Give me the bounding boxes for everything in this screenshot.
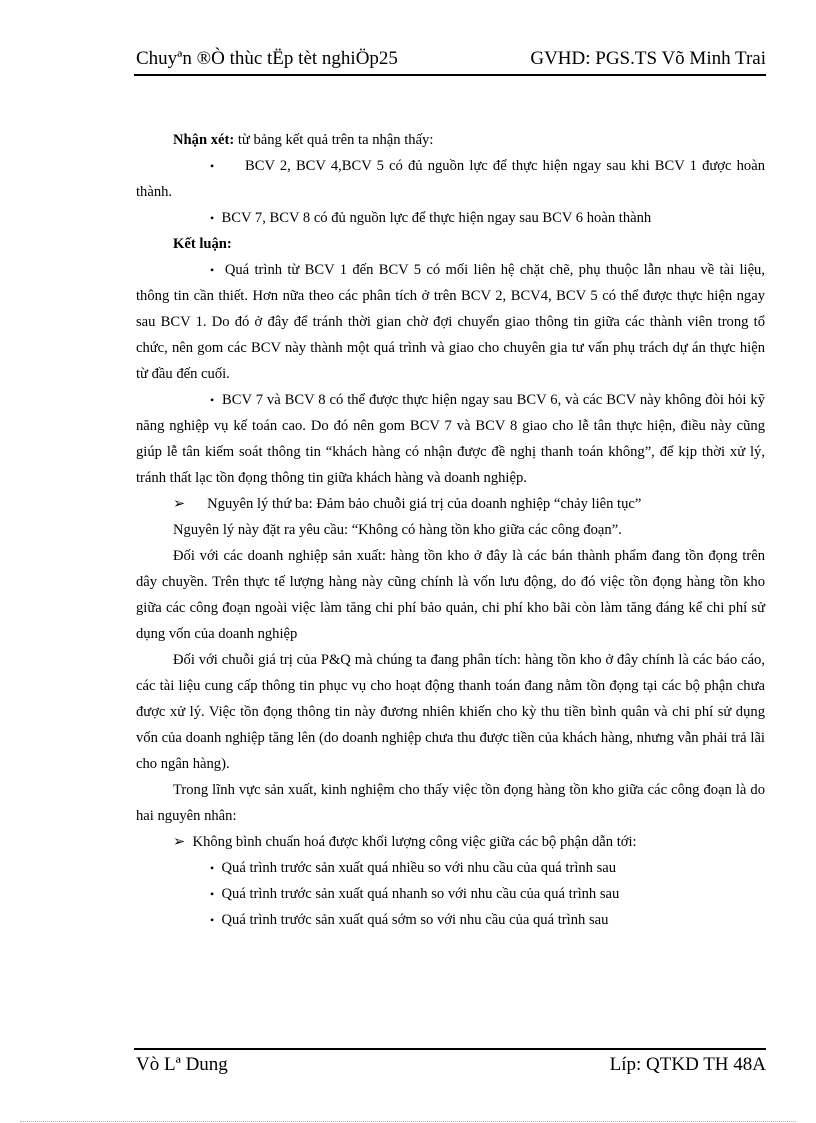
arrow-text: Nguyên lý thứ ba: Đảm bảo chuỗi giá trị của doanh nghiệp “chảy liên tục” [207,496,642,512]
remark-label: Nhận xét: [173,132,235,148]
bullet-item [136,855,765,881]
bullet-icon: • [210,913,215,927]
paragraph: Trong lĩnh vực sản xuất, kinh nghiệm cho thấy việc tồn đọng hàng tồn kho giữa các công đoạn là do hai nguyên nhân: [136,782,765,824]
bullet-item [136,881,765,907]
arrow-item [136,829,765,855]
page-header [134,46,766,76]
document-body [136,127,765,933]
bullet-text: Quá trình trước sản xuất quá sớm so với nhu cầu của quá trình sau [221,912,609,928]
header-title: Chuyªn ®Ò thùc tËp tèt nghiÖp25 [136,48,398,69]
paragraph-remark [136,127,765,153]
bullet-text: Quá trình trước sản xuất quá nhiều so với nhu cầu của quá trình sau [221,860,617,876]
bullet-icon: • [210,159,215,173]
remark-text: từ bảng kết quả trên ta nhận thấy: [234,132,434,148]
bullet-icon: • [210,861,215,875]
bullet-item [136,257,765,387]
footer-class: Líp: QTKD TH 48A [609,1054,766,1075]
bullet-item [136,153,765,205]
paragraph: Đối với chuỗi giá trị của P&Q mà chúng ta đang phân tích: hàng tồn kho ở đây chính là các báo cáo, các tài liệu cung cấp thông tin phục vụ cho hoạt động thanh toán đang nằm tồn đọng tại các bộ phận chưa được xử lý. Việc tồn đọng thông tin này đương nhiên khiến cho kỳ thu tiền bình quân và chi phí sử dụng vốn của doanh nghiệp tăng lên (do doanh nghiệp chưa thu được tiền của khách hàng, nhưng vẫn phải trả lãi cho ngân hàng). [136,652,765,772]
bullet-text: BCV 7 và BCV 8 có thể được thực hiện ngay sau BCV 6, và các BCV này không đòi hỏi kỹ năng nghiệp vụ kế toán cao. Do đó nên gom BCV 7 và BCV 8 giao cho lễ tân thực hiện, điều này cũng giúp lễ tân kiểm soát thông tin “khách hàng có nhận được đề nghị thanh toán không”, để kịp thời xử lý, tránh thất lạc tồn đọng thông tin giữa khách hàng và doanh nghiệp. [136,392,765,486]
bullet-text: Quá trình trước sản xuất quá nhanh so với nhu cầu của quá trình sau [221,886,620,902]
bullet-item [136,387,765,491]
bullet-item [136,205,765,231]
paragraph: Nguyên lý này đặt ra yêu cầu: “Không có hàng tồn kho giữa các công đoạn”. [173,522,622,538]
arrow-icon: ➢ [173,496,186,512]
arrow-text: Không bình chuẩn hoá được khối lượng công việc giữa các bộ phận dẫn tới: [192,834,637,850]
paragraph: Đối với các doanh nghiệp sản xuất: hàng tồn kho ở đây là các bán thành phẩm đang tồn đọng trên dây chuyền. Trên thực tế lượng hàng này cũng chính là vốn lưu động, do đó việc tồn đọng hàng tồn kho giữa các công đoạn ngoài việc làm tăng chi phí bảo quản, chi phí kho bãi còn làm tăng đáng kể chi phí sử dụng vốn của doanh nghiệp [136,548,765,642]
bullet-text: BCV 2, BCV 4,BCV 5 có đủ nguồn lực để thực hiện ngay sau khi BCV 1 được hoàn thành. [136,158,765,200]
conclusion-label: Kết luận: [173,236,232,252]
bullet-text: BCV 7, BCV 8 có đủ nguồn lực để thực hiện ngay sau BCV 6 hoàn thành [221,210,652,226]
bullet-text: Quá trình từ BCV 1 đến BCV 5 có mối liên hệ chặt chẽ, phụ thuộc lẫn nhau về tài liệu, thông tin cần thiết. Hơn nữa theo các phân tích ở trên BCV 2, BCV4, BCV 5 có thể được thực hiện ngay sau BCV 1. Do đó ở đây để tránh thời gian chờ đợi chuyển giao thông tin giữa các thành viên trong tổ chức, nên gom các BCV này thành một quá trình và giao cho chuyên gia tư vấn phụ trách dự án thực hiện từ đầu đến cuối. [136,262,765,382]
arrow-item [136,491,765,517]
footer-author: Vò Lª Dung [136,1054,228,1075]
bullet-icon: • [210,887,215,901]
page-footer [134,1048,766,1080]
header-supervisor: GVHD: PGS.TS Võ Minh Trai [530,48,766,69]
conclusion-heading [136,231,765,257]
page-break-line [20,1121,796,1122]
arrow-icon: ➢ [173,834,186,850]
bullet-item [136,907,765,933]
bullet-icon: • [210,263,215,277]
bullet-icon: • [210,211,215,225]
bullet-icon: • [210,393,215,407]
